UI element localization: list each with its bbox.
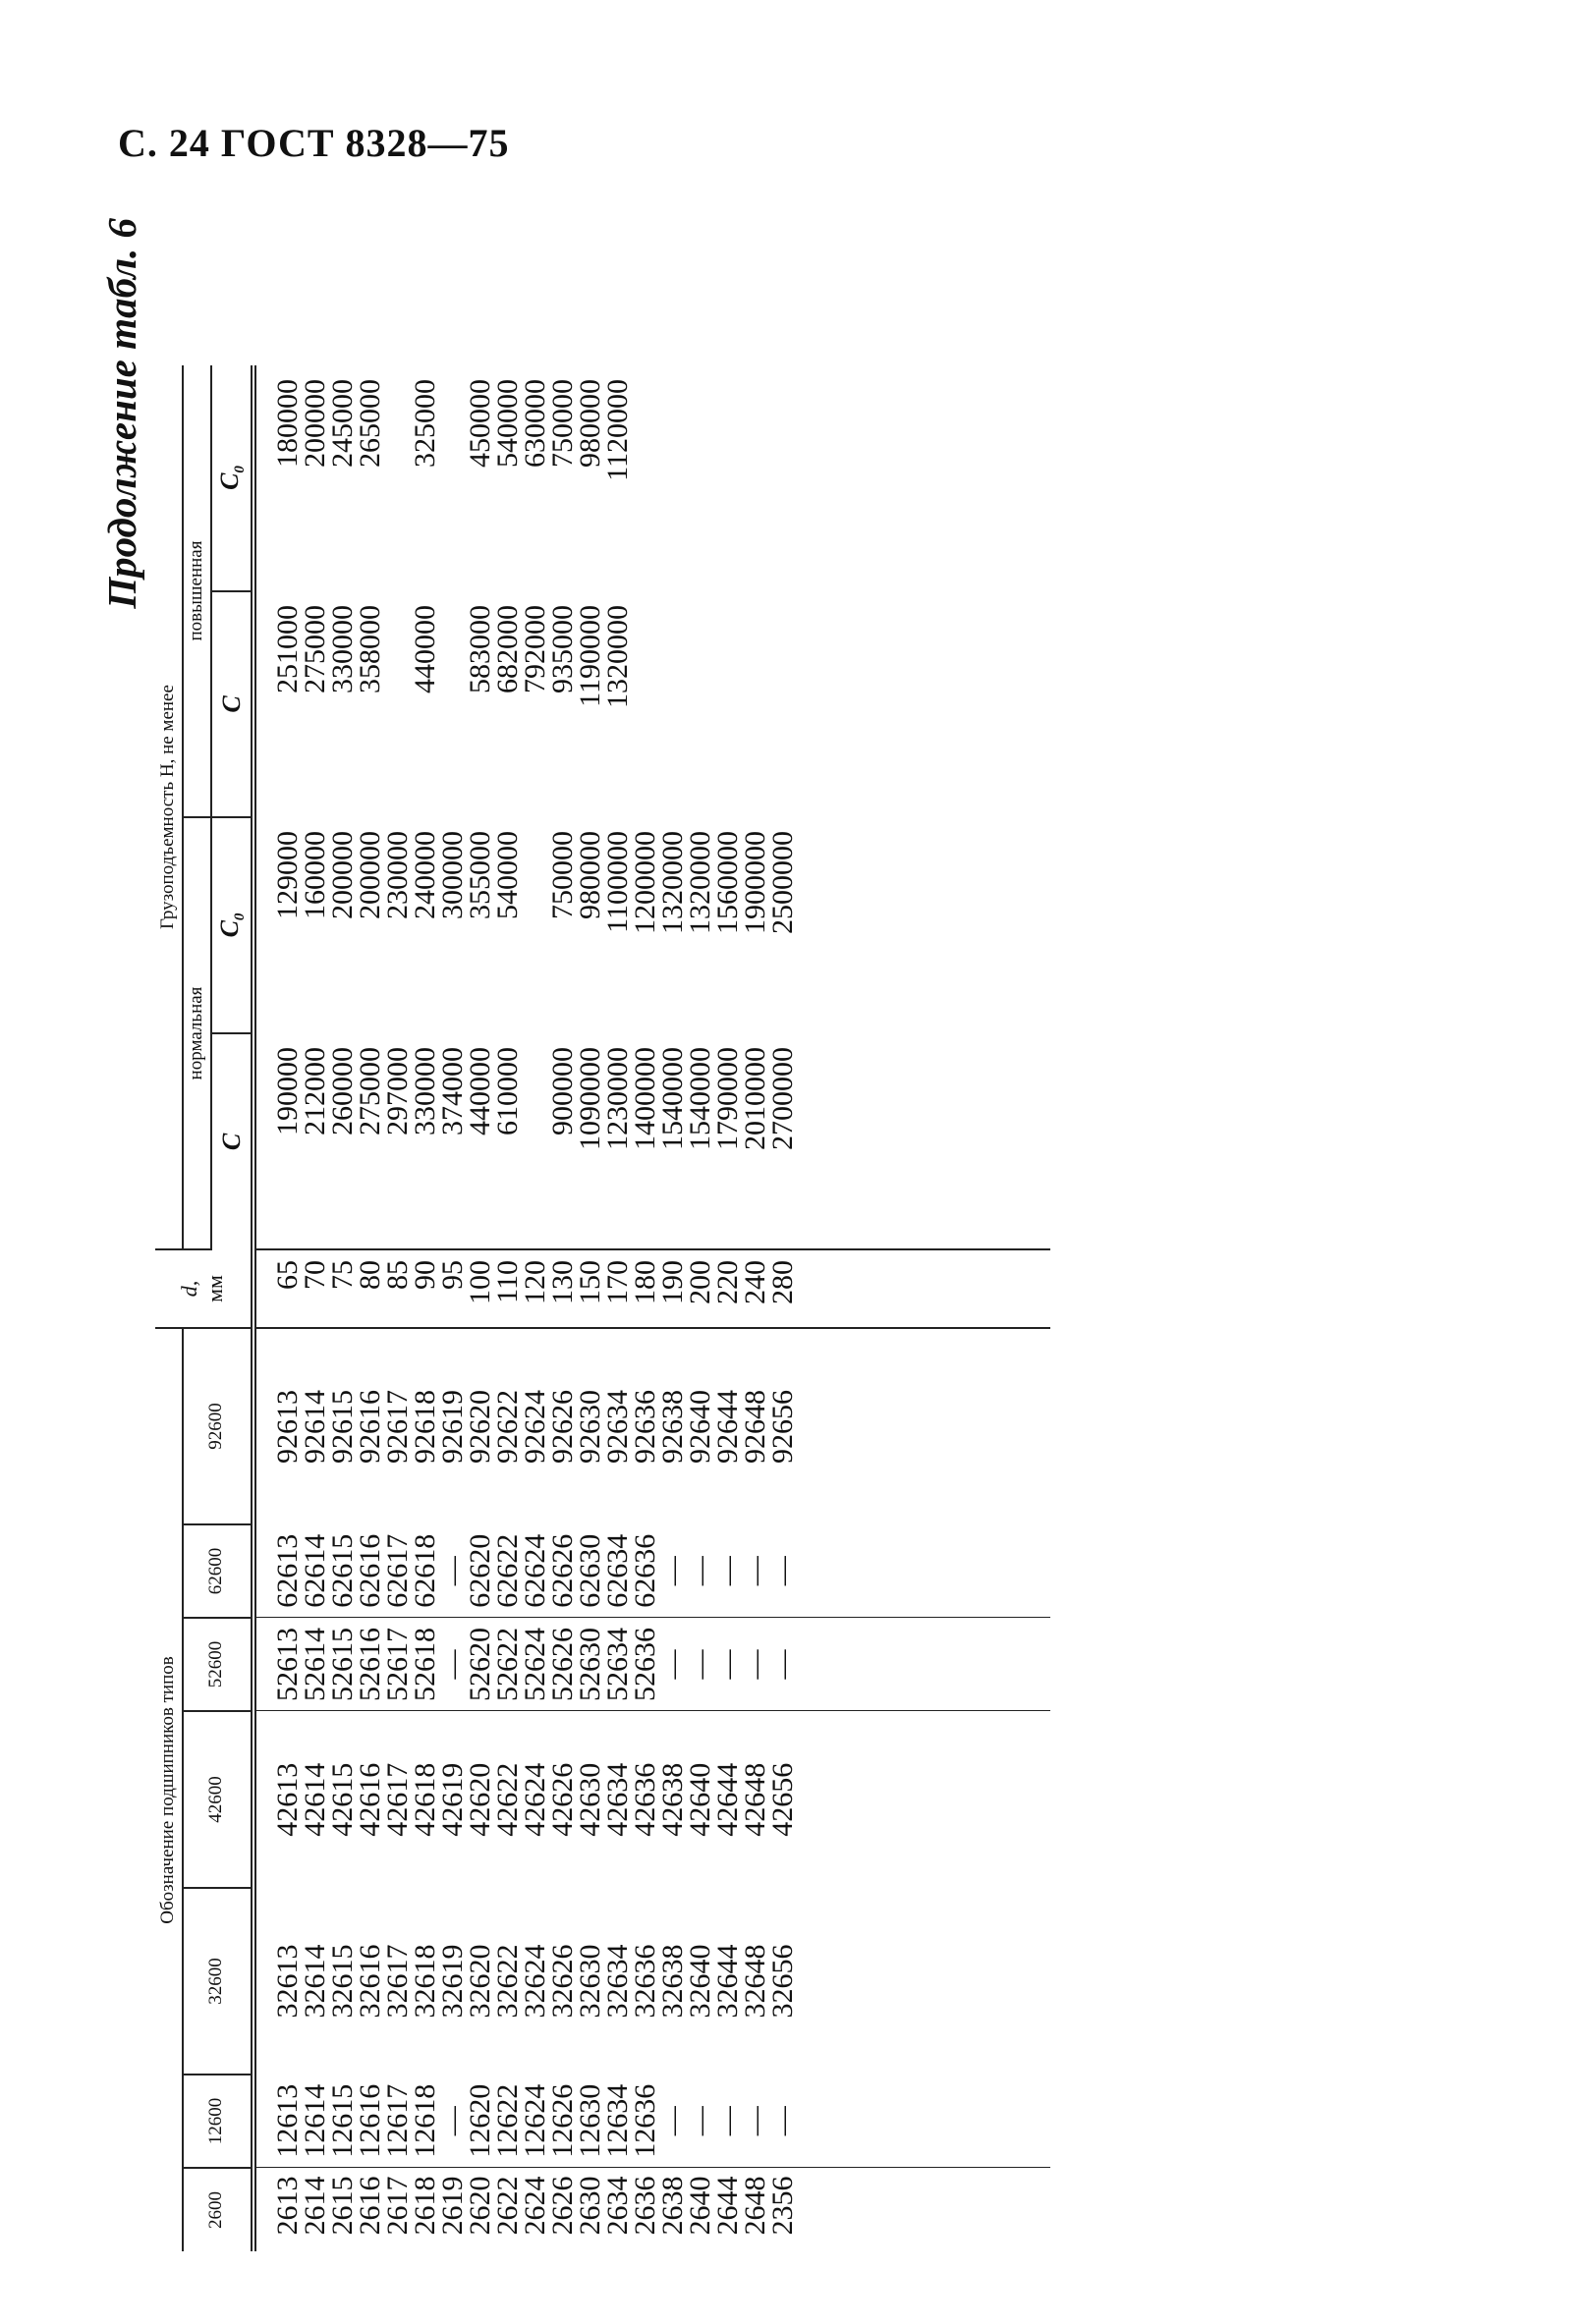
table-cell: 200000	[298, 379, 331, 468]
table-cell: 32624	[518, 1944, 551, 2019]
table-cell: 62634	[600, 1533, 634, 1608]
table-cell: 900000	[545, 1047, 579, 1135]
table-cell: 12624	[518, 2083, 551, 2158]
table-cell: 1190000	[573, 605, 606, 707]
table-cell: 2636	[628, 2176, 661, 2236]
table-cell: 95	[435, 1260, 469, 1290]
table-cell: 2620	[463, 2176, 496, 2236]
table-cell: 100	[463, 1260, 496, 1304]
table-cell: 358000	[353, 605, 386, 693]
table-cell: 212000	[298, 1047, 331, 1135]
header-type-52600: 52600	[183, 1618, 253, 1711]
table-cell	[632, 605, 659, 813]
table-cell: 2615	[325, 2176, 359, 2236]
table-cell: 42622	[490, 1762, 524, 1837]
table-cell: 120	[518, 1260, 551, 1304]
column-increased-C0	[253, 365, 1050, 591]
table-cell: 1320000	[683, 831, 716, 934]
table-cell: 32613	[270, 1944, 304, 2019]
table-cell: 52622	[490, 1628, 524, 1701]
table-cell: 32620	[463, 1944, 496, 2019]
table-cell: 2500000	[765, 831, 799, 934]
table-cell: —	[710, 2106, 744, 2136]
table-cell: 62615	[325, 1533, 359, 1608]
table-cell: 1100000	[600, 831, 634, 933]
table-cell: 52624	[518, 1628, 551, 1701]
table-cell: 62614	[298, 1533, 331, 1608]
table-cell: 42613	[270, 1762, 304, 1837]
table-cell: —	[765, 2106, 799, 2136]
bearing-table	[155, 365, 1050, 2251]
table-cell: 32656	[765, 1944, 799, 2019]
table-cell: 170	[600, 1260, 634, 1304]
table-cell: —	[765, 1649, 799, 1680]
table-cell: 12614	[298, 2083, 331, 2158]
table-caption: Продолжение табл. 6	[99, 218, 144, 609]
table-cell: 12617	[380, 2083, 414, 2158]
table-cell: 682000	[490, 605, 524, 693]
table-cell: 42648	[738, 1762, 771, 1837]
table-cell: 297000	[380, 1047, 414, 1135]
table-cell: 190	[655, 1260, 689, 1304]
table-cell: 792000	[518, 605, 551, 693]
table-cell	[769, 379, 797, 587]
table-cell: 52634	[600, 1628, 634, 1701]
table-cell: 2613	[270, 2176, 304, 2236]
table-cell: 12630	[573, 2083, 606, 2158]
table-cell: 540000	[490, 831, 524, 919]
table-cell: 245000	[325, 379, 359, 468]
table-cell: 2638	[655, 2176, 689, 2236]
table-cell: 200	[683, 1260, 716, 1304]
table-cell	[384, 605, 412, 813]
column-type-12600	[253, 2075, 1050, 2168]
table-cell: 92616	[353, 1390, 386, 1464]
table-cell: 300000	[435, 831, 469, 919]
header-d-label: d,	[177, 1280, 201, 1298]
table-cell: 220	[710, 1260, 744, 1304]
header-type-42600: 42600	[183, 1711, 253, 1888]
table-cell: 1120000	[600, 379, 634, 481]
header-capacity-group: Грузоподъемность Н, не менее	[155, 365, 183, 1249]
table-cell: 92638	[655, 1390, 689, 1464]
table-cell: 750000	[545, 831, 579, 919]
table-cell: —	[738, 2106, 771, 2136]
table-cell: 62626	[545, 1533, 579, 1608]
header-normal-C0	[211, 817, 253, 1033]
table-cell: 32644	[710, 1944, 744, 2019]
table-cell: 92622	[490, 1390, 524, 1464]
table-cell: 240	[738, 1260, 771, 1304]
table-cell: 110	[490, 1260, 524, 1303]
table-cell: 150	[573, 1260, 606, 1304]
header-normal-C: C	[211, 1033, 253, 1249]
table-cell: —	[683, 1649, 716, 1680]
table-cell: 32638	[655, 1944, 689, 2019]
table-cell: 62620	[463, 1533, 496, 1608]
table-cell: 200000	[325, 831, 359, 919]
table-cell: 70	[298, 1260, 331, 1290]
table-cell: 2634	[600, 2176, 634, 2236]
table-cell: 2616	[353, 2176, 386, 2236]
table-cell: 92644	[710, 1390, 744, 1464]
table-cell: 330000	[325, 605, 359, 693]
table-cell	[742, 379, 769, 587]
table-cell: 980000	[573, 831, 606, 919]
table-cell: 2618	[408, 2176, 441, 2236]
column-increased-C	[253, 591, 1050, 817]
column-type-62600	[253, 1524, 1050, 1618]
table-cell: 42618	[408, 1762, 441, 1837]
table-cell: 92614	[298, 1390, 331, 1464]
table-cell: 265000	[353, 379, 386, 468]
table-cell: 130	[545, 1260, 579, 1304]
table-cell: 65	[270, 1260, 304, 1290]
table-cell: 42656	[765, 1762, 799, 1837]
table-cell: 32619	[435, 1944, 469, 2019]
table-cell: 1540000	[683, 1047, 716, 1150]
table-cell: 42624	[518, 1762, 551, 1837]
header-designation-group: Обозначение подшипников типов	[155, 1328, 183, 2251]
table-cell: 12615	[325, 2083, 359, 2158]
header-increased-C: C	[211, 591, 253, 817]
table-cell: 42615	[325, 1762, 359, 1837]
table-cell: 42640	[683, 1762, 716, 1837]
table-cell: —	[435, 2106, 469, 2136]
table-cell: 62622	[490, 1533, 524, 1608]
table-cell: 92618	[408, 1390, 441, 1464]
table-cell: 92630	[573, 1390, 606, 1464]
table-cell: 275000	[298, 605, 331, 693]
table-cell: 180000	[270, 379, 304, 468]
table-cell: —	[655, 2106, 689, 2136]
table-cell: 32618	[408, 1944, 441, 2019]
header-type-62600: 62600	[183, 1524, 253, 1618]
table-cell: 32617	[380, 1944, 414, 2019]
table-cell: 32622	[490, 1944, 524, 2019]
c0-subscript: 0	[231, 466, 248, 473]
table-cell: 32616	[353, 1944, 386, 2019]
column-d	[253, 1249, 1050, 1328]
table-cell	[769, 605, 797, 813]
table-cell: 42630	[573, 1762, 606, 1837]
table-cell: 1200000	[628, 831, 661, 934]
table-cell: 92640	[683, 1390, 716, 1464]
table-cell: 1560000	[710, 831, 744, 934]
table-cell: 32634	[600, 1944, 634, 2019]
table-cell: 52636	[628, 1628, 661, 1701]
table-cell: 2614	[298, 2176, 331, 2236]
table-cell: 12620	[463, 2083, 496, 2158]
table-cell: —	[655, 1649, 689, 1680]
table-cell: 190000	[270, 1047, 304, 1135]
table-cell: 75	[325, 1260, 359, 1290]
table-cell: 32614	[298, 1944, 331, 2019]
table-cell: 275000	[353, 1047, 386, 1135]
table-cell	[632, 379, 659, 587]
table-cell: 2010000	[738, 1047, 771, 1150]
table-cell: 12618	[408, 2083, 441, 2158]
table-cell: 12622	[490, 2083, 524, 2158]
table-cell: 2640	[683, 2176, 716, 2236]
table-cell	[522, 1047, 549, 1245]
table-cell: 32648	[738, 1944, 771, 2019]
table-cell: 32615	[325, 1944, 359, 2019]
table-cell: 2644	[710, 2176, 744, 2236]
table-cell: —	[738, 1556, 771, 1586]
table-cell: 12636	[628, 2083, 661, 2158]
table-cell: 52613	[270, 1628, 304, 1701]
table-cell: 42616	[353, 1762, 386, 1837]
column-type-52600	[253, 1618, 1050, 1711]
table-cell: 540000	[490, 379, 524, 468]
table-cell: 62613	[270, 1533, 304, 1608]
column-type-92600	[253, 1328, 1050, 1524]
header-increased: повышенная	[183, 365, 211, 817]
table-cell: 92613	[270, 1390, 304, 1464]
table-cell: 180	[628, 1260, 661, 1304]
table-cell: 92656	[765, 1390, 799, 1464]
table-cell: —	[435, 1556, 469, 1586]
c0-letter: C	[214, 920, 244, 938]
table-cell: 12616	[353, 2083, 386, 2158]
table-cell: 92634	[600, 1390, 634, 1464]
table-cell: 240000	[408, 831, 441, 919]
table-cell: 42617	[380, 1762, 414, 1837]
table-cell: 42634	[600, 1762, 634, 1837]
table-cell: —	[683, 2106, 716, 2136]
table-cell: 1230000	[600, 1047, 634, 1150]
table-cell	[659, 605, 687, 813]
table-cell: 62617	[380, 1533, 414, 1608]
table-cell: —	[655, 1556, 689, 1586]
table-cell: 2622	[490, 2176, 524, 2236]
column-type-32600	[253, 1888, 1050, 2075]
table-cell: 52616	[353, 1628, 386, 1701]
table-cell: 12634	[600, 2083, 634, 2158]
table-cell: 630000	[518, 379, 551, 468]
table-cell: 92615	[325, 1390, 359, 1464]
table-cell	[742, 605, 769, 813]
header-d	[155, 1249, 253, 1328]
header-d-unit: мм	[202, 1275, 228, 1302]
table-cell: 230000	[380, 831, 414, 919]
table-cell: 85	[380, 1260, 414, 1290]
column-type-42600	[253, 1711, 1050, 1888]
table-cell: 52620	[463, 1628, 496, 1701]
table-cell: 62624	[518, 1533, 551, 1608]
header-increased-C0	[211, 365, 253, 591]
table-cell: 52626	[545, 1628, 579, 1701]
table-cell: 42626	[545, 1762, 579, 1837]
table-cell: 750000	[545, 379, 579, 468]
table-cell	[687, 379, 714, 587]
table-cell: 62630	[573, 1533, 606, 1608]
column-normal-C0	[253, 817, 1050, 1033]
table-cell: 1320000	[655, 831, 689, 934]
table-cell: 2648	[738, 2176, 771, 2236]
table-cell: 1900000	[738, 831, 771, 934]
header-type-92600: 92600	[183, 1328, 253, 1524]
header-type-32600: 32600	[183, 1888, 253, 2075]
table-cell: 2700000	[765, 1047, 799, 1150]
table-cell: 260000	[325, 1047, 359, 1135]
table-cell: 280	[765, 1260, 799, 1304]
table-cell: 2356	[765, 2176, 799, 2236]
table-cell: 2626	[545, 2176, 579, 2236]
table-cell: 92626	[545, 1390, 579, 1464]
table-cell: 1090000	[573, 1047, 606, 1150]
table-cell: 42644	[710, 1762, 744, 1837]
table-cell: —	[738, 1649, 771, 1680]
table-cell: 251000	[270, 605, 304, 693]
table-cell: 2624	[518, 2176, 551, 2236]
table-cell: 92617	[380, 1390, 414, 1464]
table-cell: 160000	[298, 831, 331, 919]
table-cell: 2630	[573, 2176, 606, 2236]
c0-subscript: 0	[231, 913, 248, 921]
table-cell: 42619	[435, 1762, 469, 1837]
table-cell	[659, 379, 687, 587]
table-cell: 1790000	[710, 1047, 744, 1150]
table-cell: 62618	[408, 1533, 441, 1608]
table-cell: 32626	[545, 1944, 579, 2019]
table-cell: 80	[353, 1260, 386, 1290]
header-normal: нормальная	[183, 817, 211, 1249]
column-normal-C	[253, 1033, 1050, 1249]
rotated-table-container	[98, 218, 1120, 2251]
header-type-2600: 2600	[183, 2168, 253, 2251]
table-cell: 92619	[435, 1390, 469, 1464]
table-cell: —	[683, 1556, 716, 1586]
page-header: С. 24 ГОСТ 8328—75	[118, 121, 510, 165]
table-cell: 52617	[380, 1628, 414, 1701]
table-cell	[522, 831, 549, 1029]
table-cell: 92620	[463, 1390, 496, 1464]
column-type-2600	[253, 2168, 1050, 2251]
table-cell: 129000	[270, 831, 304, 919]
table-cell: 52615	[325, 1628, 359, 1701]
table-cell	[439, 605, 467, 813]
table-cell: 330000	[408, 1047, 441, 1135]
c0-letter: C	[214, 472, 244, 490]
table-cell: 1540000	[655, 1047, 689, 1150]
table-cell: 62636	[628, 1533, 661, 1608]
table-cell: 374000	[435, 1047, 469, 1135]
table-cell: 440000	[463, 1047, 496, 1135]
table-cell: 2617	[380, 2176, 414, 2236]
table-cell: 980000	[573, 379, 606, 468]
table-cell: —	[710, 1556, 744, 1586]
table-cell: 42620	[463, 1762, 496, 1837]
table-cell: 32640	[683, 1944, 716, 2019]
table-cell: —	[710, 1649, 744, 1680]
table-cell	[384, 379, 412, 587]
table-cell: 42636	[628, 1762, 661, 1837]
table-cell: 610000	[490, 1047, 524, 1135]
table-cell: 32630	[573, 1944, 606, 2019]
table-cell: 32636	[628, 1944, 661, 2019]
table-cell: 1400000	[628, 1047, 661, 1150]
table-cell: 325000	[408, 379, 441, 468]
table-cell: 52618	[408, 1628, 441, 1701]
table-cell	[714, 379, 742, 587]
table-cell: 2619	[435, 2176, 469, 2236]
table-cell	[439, 379, 467, 587]
table-cell: 92624	[518, 1390, 551, 1464]
table-cell: —	[765, 1556, 799, 1586]
table-cell: 42638	[655, 1762, 689, 1837]
table-cell: 42614	[298, 1762, 331, 1837]
table-cell	[687, 605, 714, 813]
table-cell: 90	[408, 1260, 441, 1290]
table-cell: 200000	[353, 831, 386, 919]
table-cell: 12613	[270, 2083, 304, 2158]
table-cell: —	[435, 1649, 469, 1680]
table-cell: 440000	[408, 605, 441, 693]
header-type-12600: 12600	[183, 2075, 253, 2168]
table-cell: 583000	[463, 605, 496, 693]
table-cell: 92636	[628, 1390, 661, 1464]
table-cell: 355000	[463, 831, 496, 919]
table-cell: 52614	[298, 1628, 331, 1701]
table-cell: 52630	[573, 1628, 606, 1701]
table-cell: 92648	[738, 1390, 771, 1464]
table-cell: 12626	[545, 2083, 579, 2158]
table-cell: 1320000	[600, 605, 634, 708]
table-cell: 62616	[353, 1533, 386, 1608]
table-cell	[714, 605, 742, 813]
table-cell: 450000	[463, 379, 496, 468]
table-cell: 935000	[545, 605, 579, 693]
